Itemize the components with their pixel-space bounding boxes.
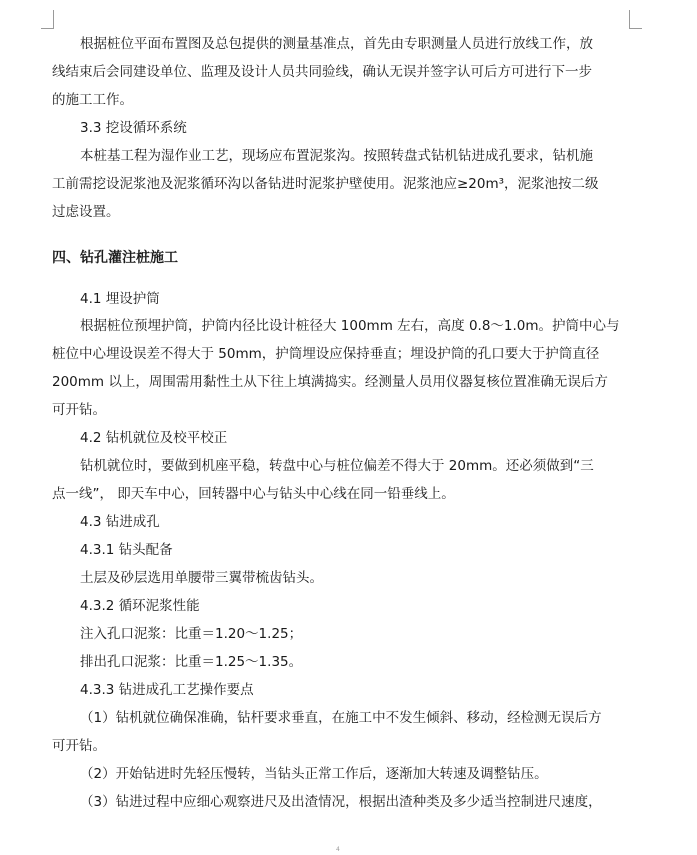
body-text-line: 可开钻。 <box>52 402 106 418</box>
body-text-line: 过虑设置。 <box>52 204 120 220</box>
body-text-line: 可开钻。 <box>52 738 106 754</box>
section-heading-4-3: 4.3 钻进成孔 <box>80 514 160 530</box>
body-text-line: 的施工工作。 <box>52 92 133 108</box>
body-text-line: （1）钻机就位确保准确，钻杆要求垂直，在施工中不发生倾斜、移动，经检测无误后方 <box>80 710 602 726</box>
body-text-line: 排出孔口泥浆：比重＝1.25～1.35。 <box>80 654 303 670</box>
subsection-heading-4-3-1: 4.3.1 钻头配备 <box>80 542 173 558</box>
body-text-line: 桩位中心埋设误差不得大于 50mm，护筒埋设应保持垂直；埋设护筒的孔口要大于护筒直径 <box>52 346 600 362</box>
subsection-heading-4-3-2: 4.3.2 循环泥浆性能 <box>80 598 200 614</box>
page-number: 4 <box>336 846 340 853</box>
body-text-line: 根据桩位预埋护筒，护筒内径比设计桩径大 100mm 左右，高度 0.8～1.0m。护筒中心与 <box>80 318 620 334</box>
body-text-line: 200mm 以上，周围需用黏性土从下往上填满捣实。经测量人员用仪器复核位置准确无误后方 <box>52 374 608 390</box>
body-text-line: 工前需挖设泥浆池及泥浆循环沟以备钻进时泥浆护壁使用。泥浆池应≥20m³，泥浆池按二级 <box>52 176 599 192</box>
body-text-line: 线结束后会同建设单位、监理及设计人员共同验线，确认无误并签字认可后方可进行下一步 <box>52 64 592 80</box>
section-heading-4-2: 4.2 钻机就位及校平校正 <box>80 430 228 446</box>
body-text-line: 土层及砂层选用单腰带三翼带梳齿钻头。 <box>80 570 323 586</box>
body-text-line: （2）开始钻进时先轻压慢转，当钻头正常工作后，逐渐加大转速及调整钻压。 <box>80 766 548 782</box>
body-text-line: 本桩基工程为湿作业工艺，现场应布置泥浆沟。按照转盘式钻机钻进成孔要求，钻机施 <box>80 148 593 164</box>
chapter-heading: 四、钻孔灌注桩施工 <box>52 250 178 266</box>
body-text-line: 钻机就位时，要做到机座平稳，转盘中心与桩位偏差不得大于 20mm。还必须做到“三 <box>80 458 594 474</box>
body-text-line: 根据桩位平面布置图及总包提供的测量基准点，首先由专职测量人员进行放线工作，放 <box>80 36 593 52</box>
body-text-line: 点一线”， 即天车中心，回转器中心与钻头中心线在同一铅垂线上。 <box>52 486 455 502</box>
subsection-heading-4-3-3: 4.3.3 钻进成孔工艺操作要点 <box>80 682 254 698</box>
crop-mark-top-right <box>629 10 642 29</box>
crop-mark-top-left <box>41 10 54 29</box>
section-heading-4-1: 4.1 埋设护筒 <box>80 291 160 307</box>
body-text-line: 注入孔口泥浆：比重＝1.20～1.25； <box>80 626 303 642</box>
section-heading-3-3: 3.3 挖设循环系统 <box>80 120 187 136</box>
body-text-line: （3）钻进过程中应细心观察进尺及出渣情况，根据出渣种类及多少适当控制进尺速度， <box>80 794 602 810</box>
